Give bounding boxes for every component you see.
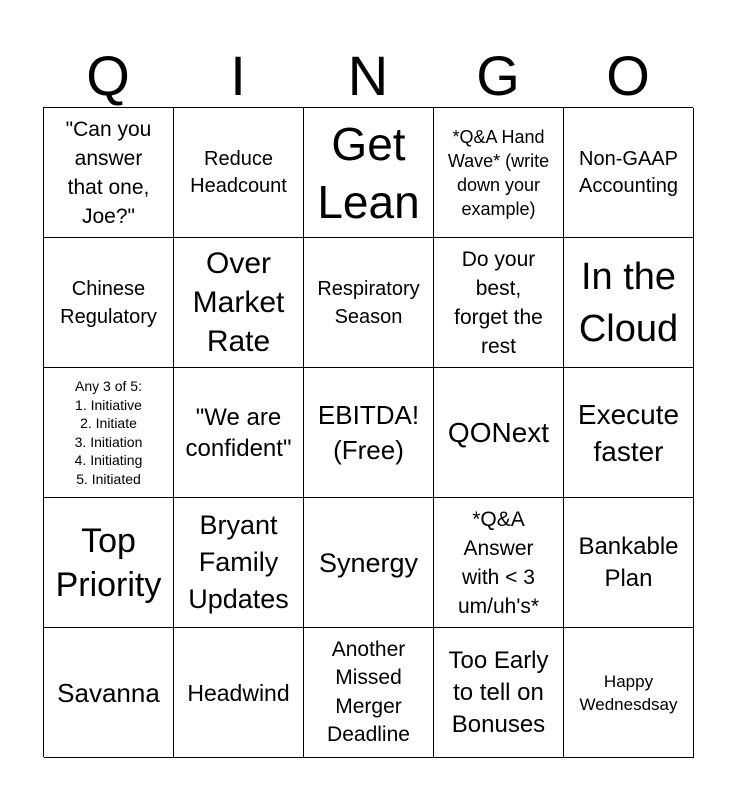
cell-text: Reduce Headcount [190,147,287,197]
cell-text: Bryant Family Updates [188,510,289,614]
cell-text: Another Missed Merger Deadline [327,637,410,746]
cell-text: Savanna [57,677,160,708]
cell-text: Any 3 of 5: 1. Initiative 2. Initiate 3. Initiation 4. Initiating 5. Initiated [74,378,143,487]
bingo-cell[interactable] [434,498,564,628]
cell-text: Top Priority [55,521,162,604]
bingo-cell[interactable] [44,238,174,368]
cell-text: Over Market Rate [192,247,285,358]
header-letter-g: G [476,44,520,107]
header-letter-q: Q [86,44,130,107]
bingo-cell[interactable] [564,108,694,238]
cell-text: Do your best, forget the rest [454,247,543,358]
cell-text: Happy Wednesdsay [579,671,678,714]
cell-text: Headwind [187,679,290,706]
bingo-cell[interactable] [564,628,694,758]
bingo-cell-free-space[interactable] [304,368,434,498]
bingo-cell[interactable] [434,628,564,758]
cell-text: QONext [447,416,550,448]
bingo-cell[interactable] [174,238,304,368]
bingo-cell[interactable] [434,108,564,238]
bingo-board [43,107,693,757]
bingo-cell[interactable] [174,108,304,238]
cell-text: In the Cloud [578,255,679,350]
bingo-cell[interactable] [564,368,694,498]
cell-text: Respiratory Season [317,277,420,328]
cell-text: Get Lean [317,117,420,228]
header-letter-o: O [606,44,650,107]
bingo-cell[interactable] [434,368,564,498]
bingo-cell[interactable] [304,238,434,368]
bingo-cell[interactable] [174,498,304,628]
cell-text: Synergy [318,547,419,578]
bingo-cell[interactable] [174,368,304,498]
bingo-cell[interactable] [434,238,564,368]
bingo-cell[interactable] [174,628,304,758]
cell-text: Chinese Regulatory [60,277,157,328]
cell-text: Bankable Plan [578,532,679,592]
bingo-cell[interactable] [44,498,174,628]
cell-text: "Can you answer that one, Joe?" [65,117,152,228]
cell-text: Execute faster [577,398,680,467]
cell-text: EBITDA! (Free) [317,399,420,465]
cell-text: Non-GAAP Accounting [579,147,678,197]
bingo-cell[interactable] [564,238,694,368]
bingo-cell[interactable] [304,628,434,758]
cell-text: "We are confident" [185,403,292,462]
bingo-header [43,44,693,108]
header-letter-i: I [230,44,246,107]
bingo-cell[interactable] [564,498,694,628]
cell-text: *Q&A Answer with < 3 um/uh's* [457,507,540,618]
cell-text: *Q&A Hand Wave* (write down your example) [447,126,550,219]
bingo-cell[interactable] [44,108,174,238]
header-letter-n: N [347,44,389,107]
bingo-cell[interactable] [44,628,174,758]
cell-text: Too Early to tell on Bonuses [448,646,549,738]
bingo-cell[interactable] [44,368,174,498]
bingo-cell[interactable] [304,498,434,628]
bingo-cell[interactable] [304,108,434,238]
